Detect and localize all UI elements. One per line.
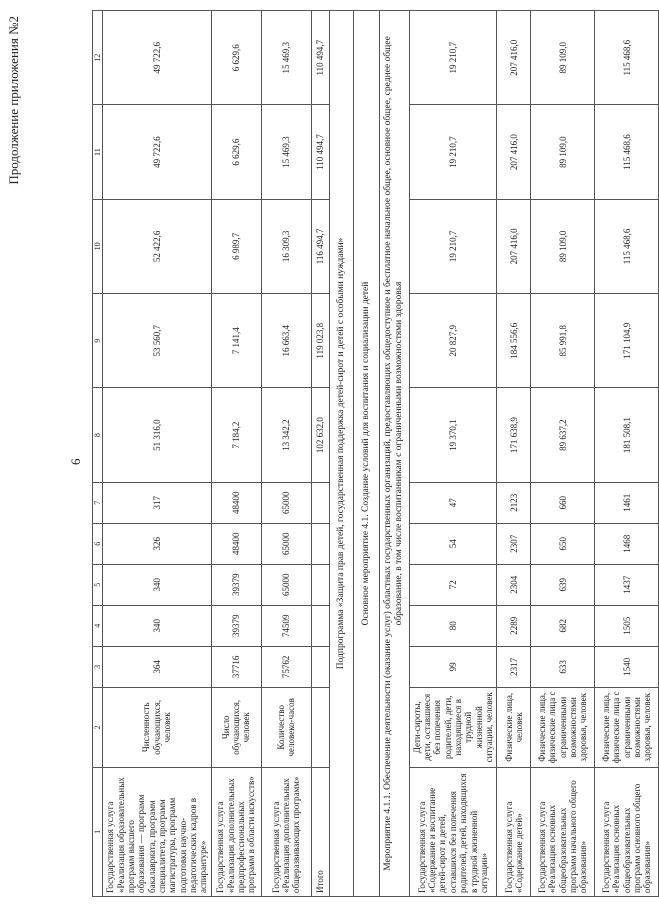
empty-cell xyxy=(311,523,329,564)
indicator: Дети-сироты, дети, оставшиеся без попечения родителей, дети, находящиеся в трудной жизненной ситуации, человек xyxy=(409,687,497,767)
table-row xyxy=(497,11,531,897)
subprogram-title: Подпрограмма «Защита прав детей, государственная поддержка детей-сирот и детей с особыми нуждами» xyxy=(329,11,353,897)
cell: 20 827,9 xyxy=(409,294,497,388)
appendix-label: Продолжение приложения №2 xyxy=(6,16,21,185)
page-number: 6 xyxy=(68,458,83,465)
cell: 6 629,6 xyxy=(211,11,261,105)
col-num: 6 xyxy=(93,523,103,564)
cell: 317 xyxy=(103,482,211,523)
cell: 2289 xyxy=(497,605,531,646)
cell: 7 141,4 xyxy=(211,294,261,388)
cell: 75762 xyxy=(261,646,311,687)
cell: 99 xyxy=(409,646,497,687)
cell: 2317 xyxy=(497,646,531,687)
cell: 16 663,4 xyxy=(261,294,311,388)
cell: 682 xyxy=(531,605,595,646)
cell: 65000 xyxy=(261,564,311,605)
cell: 2304 xyxy=(497,564,531,605)
total-label: Итого xyxy=(311,767,329,896)
cell: 340 xyxy=(103,605,211,646)
cell: 15 469,3 xyxy=(261,105,311,199)
indicator: Физические лица, физические лица с ограниченными возможностями здоровья, человек xyxy=(531,687,595,767)
cell: 1461 xyxy=(595,482,659,523)
cell: 54 xyxy=(409,523,497,564)
cell: 1468 xyxy=(595,523,659,564)
cell: 80 xyxy=(409,605,497,646)
indicator: Физические лица, физические лица с ограниченными возможностями здоровья, человек xyxy=(595,687,659,767)
col-num: 1 xyxy=(93,767,103,896)
empty-cell xyxy=(311,687,329,767)
cell: 1505 xyxy=(595,605,659,646)
col-num: 7 xyxy=(93,482,103,523)
service-name: Государственная услуга «Реализация образовательных программ высшего образования — программ бакалавриата, программ специалитета, программ магистратуры, программ подготовки научно-педагогических кадров в аспирантуре» xyxy=(103,767,211,896)
empty-cell xyxy=(311,646,329,687)
service-name: Государственная услуга «Содержание детей» xyxy=(497,767,531,896)
service-name: Государственная услуга «Реализация основных общеобразовательных программ начального общего образования» xyxy=(531,767,595,896)
table-row xyxy=(103,11,211,897)
cell: 639 xyxy=(531,564,595,605)
col-num: 9 xyxy=(93,294,103,388)
total-cell: 119 023,8 xyxy=(311,294,329,388)
empty-cell xyxy=(311,482,329,523)
cell: 65000 xyxy=(261,482,311,523)
cell: 48400 xyxy=(211,523,261,564)
cell: 660 xyxy=(531,482,595,523)
cell: 72 xyxy=(409,564,497,605)
cell: 53 560,7 xyxy=(103,294,211,388)
cell: 19 210,7 xyxy=(409,199,497,293)
cell: 207 416,0 xyxy=(497,11,531,105)
cell: 89 109,0 xyxy=(531,11,595,105)
table-row xyxy=(595,11,659,897)
main-event-row xyxy=(353,11,379,897)
cell: 2123 xyxy=(497,482,531,523)
cell: 650 xyxy=(531,523,595,564)
cell: 37716 xyxy=(211,646,261,687)
cell: 115 468,6 xyxy=(595,199,659,293)
cell: 2307 xyxy=(497,523,531,564)
cell: 13 342,2 xyxy=(261,388,311,482)
subprogram-row xyxy=(329,11,353,897)
cell: 52 422,6 xyxy=(103,199,211,293)
cell: 340 xyxy=(103,564,211,605)
cell: 89 109,0 xyxy=(531,105,595,199)
main-event-title: Основное мероприятие 4.1. Создание условий для воспитания и социализации детей xyxy=(353,11,379,897)
column-number-row xyxy=(93,11,103,897)
service-name: Государственная услуга «Реализация дополнительных предпрофессиональных программ в области искусств» xyxy=(211,767,261,896)
table-row xyxy=(531,11,595,897)
cell: 171 104,9 xyxy=(595,294,659,388)
cell: 74509 xyxy=(261,605,311,646)
total-cell: 116 494,7 xyxy=(311,199,329,293)
service-name: Государственная услуга «Содержание и воспитание детей-сирот и детей, оставшихся без попечения родителей, детей, находящихся в трудной жизненной ситуации» xyxy=(409,767,497,896)
cell: 85 991,8 xyxy=(531,294,595,388)
cell: 19 370,1 xyxy=(409,388,497,482)
cell: 207 416,0 xyxy=(497,105,531,199)
budget-table xyxy=(92,10,659,897)
col-num: 4 xyxy=(93,605,103,646)
empty-cell xyxy=(311,605,329,646)
cell: 39379 xyxy=(211,605,261,646)
event-row xyxy=(379,11,409,897)
col-num: 5 xyxy=(93,564,103,605)
event-title: Мероприятие 4.1.1. Обеспечение деятельности (оказание услуг) областных государственных организаций, предоставляющих общедоступное и бесплатное начальное общее, основное общее, среднее общее образование, в том числе воспитанникам с ограниченными возможностями здоровья xyxy=(379,11,409,897)
cell: 6 629,6 xyxy=(211,105,261,199)
service-name: Государственная услуга «Реализация дополнительных общеразвивающих программ» xyxy=(261,767,311,896)
col-num: 12 xyxy=(93,11,103,105)
col-num: 8 xyxy=(93,388,103,482)
cell: 49 722,6 xyxy=(103,11,211,105)
cell: 364 xyxy=(103,646,211,687)
cell: 633 xyxy=(531,646,595,687)
cell: 89 637,2 xyxy=(531,388,595,482)
total-row xyxy=(311,11,329,897)
indicator: Количество человеко-часов xyxy=(261,687,311,767)
cell: 39379 xyxy=(211,564,261,605)
cell: 51 316,0 xyxy=(103,388,211,482)
col-num: 2 xyxy=(93,687,103,767)
cell: 19 210,7 xyxy=(409,105,497,199)
total-cell: 110 494,7 xyxy=(311,105,329,199)
cell: 48400 xyxy=(211,482,261,523)
cell: 89 109,0 xyxy=(531,199,595,293)
cell: 15 469,3 xyxy=(261,11,311,105)
cell: 49 722,6 xyxy=(103,105,211,199)
cell: 65000 xyxy=(261,523,311,564)
cell: 207 416,0 xyxy=(497,199,531,293)
table-row xyxy=(409,11,497,897)
indicator: Физические лица, человек xyxy=(497,687,531,767)
service-name: Государственная услуга «Реализация основных общеобразовательных программ основного общего образования» xyxy=(595,767,659,896)
col-num: 10 xyxy=(93,199,103,293)
cell: 181 508,1 xyxy=(595,388,659,482)
cell: 6 989,7 xyxy=(211,199,261,293)
cell: 7 184,2 xyxy=(211,388,261,482)
indicator: Число обучающихся, человек xyxy=(211,687,261,767)
cell: 1540 xyxy=(595,646,659,687)
table-row xyxy=(261,11,311,897)
empty-cell xyxy=(311,564,329,605)
cell: 16 309,3 xyxy=(261,199,311,293)
table-row xyxy=(211,11,261,897)
cell: 1437 xyxy=(595,564,659,605)
total-cell: 110 494,7 xyxy=(311,11,329,105)
total-cell: 102 632,0 xyxy=(311,388,329,482)
indicator: Численность обучающихся, человек xyxy=(103,687,211,767)
cell: 47 xyxy=(409,482,497,523)
col-num: 11 xyxy=(93,105,103,199)
cell: 171 638,9 xyxy=(497,388,531,482)
cell: 184 556,6 xyxy=(497,294,531,388)
cell: 19 210,7 xyxy=(409,11,497,105)
col-num: 3 xyxy=(93,646,103,687)
cell: 115 468,6 xyxy=(595,105,659,199)
cell: 326 xyxy=(103,523,211,564)
cell: 115 468,6 xyxy=(595,11,659,105)
